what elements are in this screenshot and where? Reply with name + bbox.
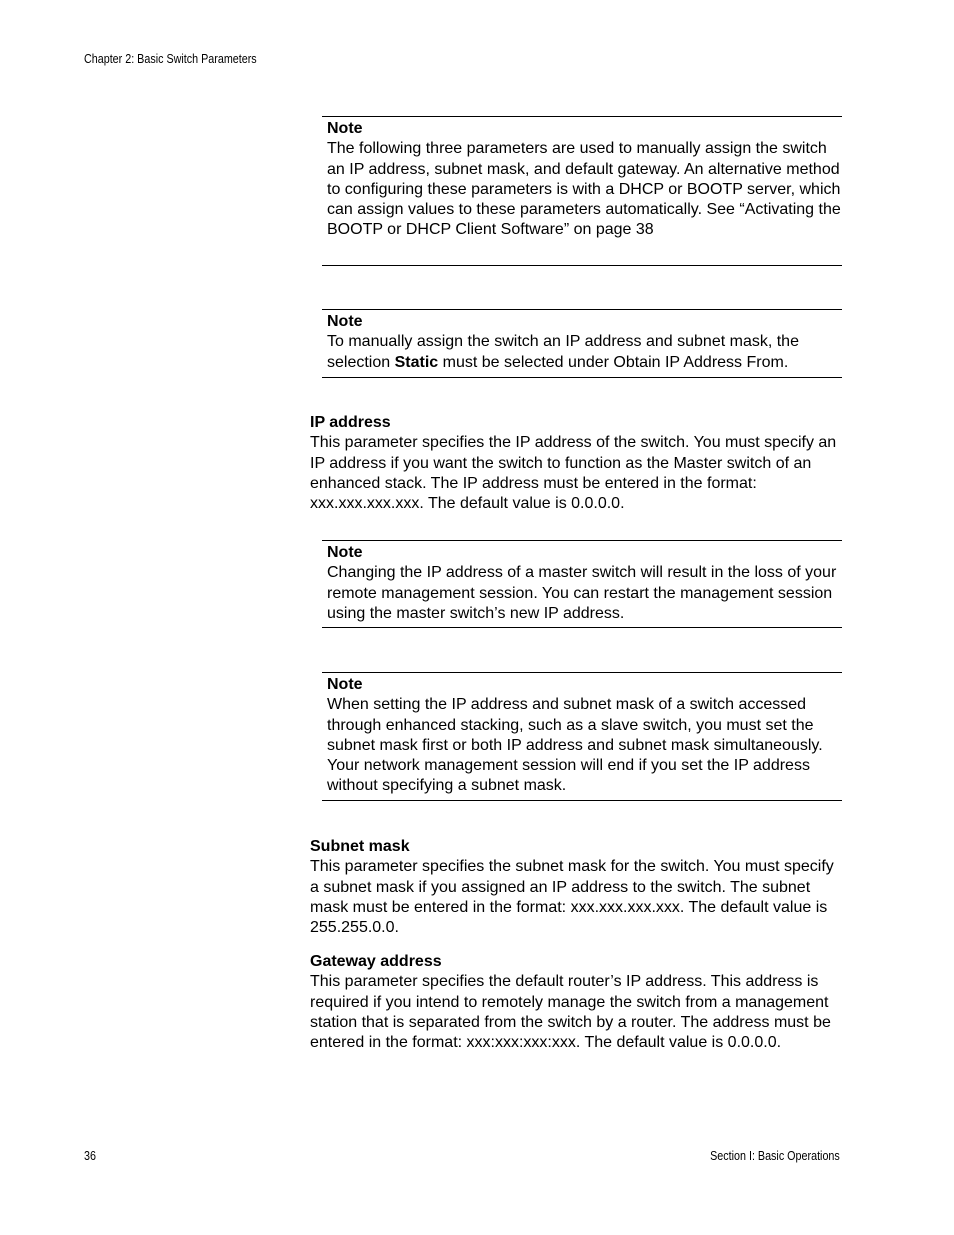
note-body-text: To manually assign the switch an IP address and subnet mask, the selection — [327, 333, 799, 371]
page-number: 36 — [84, 1149, 96, 1163]
gateway-address-section — [310, 952, 845, 1053]
running-footer-section: Section I: Basic Operations — [710, 1149, 840, 1163]
section-heading: Subnet mask — [310, 838, 410, 855]
subnet-mask-section — [310, 837, 845, 938]
note-body: The following three parameters are used to manually assign the switch an IP address, subnet mask, and default gateway. An alternative method to configuring these parameters is with a DHCP or BOOTP server, which can assign values to these parameters automatically. See “Activating the BOOTP or DHCP Client Software” on page 38 — [327, 140, 841, 239]
note-body-text: must be selected under Obtain IP Address From. — [438, 353, 789, 371]
note-box-enhanced-stacking — [322, 672, 842, 801]
note-box-static-selection — [322, 309, 842, 378]
note-label: Note — [327, 120, 363, 137]
note-label: Note — [327, 676, 363, 693]
section-heading: IP address — [310, 414, 391, 431]
note-body: Changing the IP address of a master switch will result in the loss of your remote management session. You can restart the management session using the master switch’s new IP address. — [327, 564, 837, 622]
note-box-master-ip-change — [322, 540, 842, 628]
section-body: This parameter specifies the default router’s IP address. This address is required if you intend to remotely manage the switch from a management station that is separated from the switch by a router. The address must be entered in the format: xxx:xxx:xxx:xxx. The default value is 0.0.0.0. — [310, 973, 831, 1052]
note-body-bold: Static — [394, 353, 439, 371]
note-box-manual-assign — [322, 116, 842, 266]
section-body: This parameter specifies the subnet mask for the switch. You must specify a subnet mask if you assigned an IP address to the switch. The subnet mask must be entered in the format: xxx.xxx.xxx.xxx. The default value is 255.255.0.0. — [310, 858, 834, 937]
note-label: Note — [327, 313, 363, 330]
note-body: When setting the IP address and subnet mask of a switch accessed through enhanced stacking, such as a slave switch, you must set the subnet mask first or both IP address and subnet mask simultaneously. Your network management session will end if you set the IP address without specifying a subnet mask. — [327, 696, 823, 795]
note-body — [327, 332, 842, 373]
note-label: Note — [327, 544, 363, 561]
section-heading: Gateway address — [310, 953, 442, 970]
running-header: Chapter 2: Basic Switch Parameters — [84, 52, 257, 66]
section-body: This parameter specifies the IP address of the switch. You must specify an IP address if you want the switch to function as the Master switch of an enhanced stack. The IP address must be entered in the format: xxx.xxx.xxx.xxx. The default value is 0.0.0.0. — [310, 434, 837, 513]
ip-address-section — [310, 413, 845, 514]
